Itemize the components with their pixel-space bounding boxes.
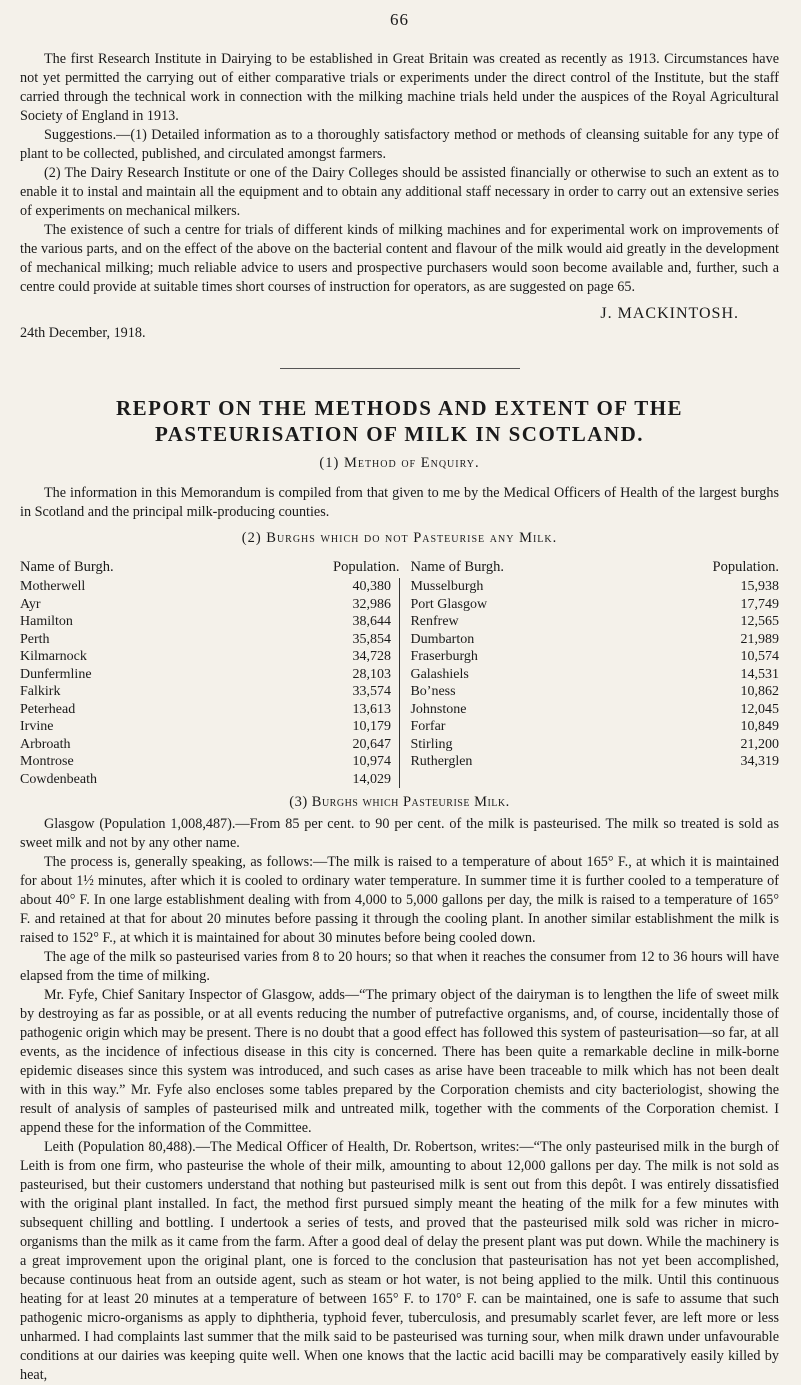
age-paragraph: The age of the milk so pasteurised varies from 8 to 20 hours; so that when it reaches the consumer from 12 to 36 hours will have elapsed from the time of milking. xyxy=(20,949,779,984)
burgh-population-right: 21,200 xyxy=(740,736,779,752)
burgh-population-right: 21,989 xyxy=(740,631,779,647)
burgh-name-right: Rutherglen xyxy=(410,754,473,769)
table-row xyxy=(20,596,779,614)
burgh-name-right: Johnstone xyxy=(410,701,467,717)
header-name-left: Name of Burgh. xyxy=(20,559,114,575)
burgh-population-left: 40,380 xyxy=(352,579,391,594)
burgh-name-right: Renfrew xyxy=(410,614,459,629)
burghs-table xyxy=(20,559,779,788)
table-row xyxy=(20,613,779,631)
burgh-name-left: Perth xyxy=(20,631,50,647)
column-divider xyxy=(399,736,410,754)
burgh-name-right xyxy=(410,771,675,789)
column-divider xyxy=(399,578,410,596)
burgh-population-left: 28,103 xyxy=(352,666,391,682)
table-row xyxy=(20,666,779,684)
burgh-name-left: Montrose xyxy=(20,754,74,769)
burgh-name-left: Dunfermline xyxy=(20,666,92,682)
column-divider xyxy=(399,631,410,649)
burgh-name-left: Cowdenbeath xyxy=(20,771,97,787)
section-1-text: The information in this Memorandum is compiled from that given to me by the Medical Officers of Health of the largest burghs in Scotland and the principal milk-producing counties. xyxy=(20,485,779,520)
burgh-population-right: 12,045 xyxy=(740,701,779,717)
signature: J. MACKINTOSH. xyxy=(600,305,739,322)
section-3-heading: (3) Burghs which Pasteurise Milk. xyxy=(289,794,510,810)
burgh-population-left: 10,179 xyxy=(352,719,391,734)
burgh-name-left: Peterhead xyxy=(20,701,76,717)
burgh-name-left: Ayr xyxy=(20,596,41,612)
intro-paragraph: The first Research Institute in Dairying to be established in Great Britain was created as recently as 1913. Circumstances have not yet permitted the carrying out of either comparative trials or experiments under the direct control of the Institute, but the staff carried through the technical work in connection with the milking machine trials held under the auspices of the Royal Agricultural Society of England in 1913. xyxy=(20,51,779,124)
column-divider xyxy=(399,701,410,719)
burgh-name-right: Port Glasgow xyxy=(410,596,488,612)
burgh-name-right: Bo’ness xyxy=(410,684,456,699)
column-divider xyxy=(399,753,410,771)
header-population-left: Population. xyxy=(333,559,400,575)
column-divider xyxy=(399,648,410,666)
burgh-name-left: Hamilton xyxy=(20,614,73,629)
table-row xyxy=(20,683,779,701)
process-paragraph: The process is, generally speaking, as follows:—The milk is raised to a temperature of about 165° F., at which it is maintained for about 1½ minutes, after which it is cooled to ordinary water temperature. In summer time it is further cooled to a temperature of about 40° F. In one large establishment dealing with from 4,000 to 5,000 gallons per day, the milk is raised to a temperature of 165° F. and retained at that for about 20 minutes before passing it through the cooling plant. In another similar establishment the milk is raised to 152° F., at which it is maintained for about 30 minutes before being cooled down. xyxy=(20,854,779,946)
date-line: 24th December, 1918. xyxy=(20,325,146,341)
suggestion-2-paragraph: (2) The Dairy Research Institute or one of the Dairy Colleges should be assisted financially or otherwise to such an extent as to enable it to instal and maintain all the equipment and to obtain any additional staff necessary in order to carry out an extensive series of experiments on mechanical milkers. xyxy=(20,165,779,219)
burgh-population-left: 32,986 xyxy=(352,596,391,612)
burgh-name-left: Motherwell xyxy=(20,579,86,594)
burgh-population-right: 14,531 xyxy=(740,666,779,682)
header-name-right: Name of Burgh. xyxy=(410,559,505,575)
centre-paragraph: The existence of such a centre for trials of different kinds of milking machines and for experimental work on improvements of the various parts, and on the effect of the above on the bacterial content and flavour of the milk would aid greatly in the development of mechanical milking; much reliable advice to users and prospective purchasers would soon become available and, further, such a centre could provide at suitable times short courses of instruction for operators, as are suggested on page 65. xyxy=(20,222,779,295)
burgh-population-right xyxy=(676,771,779,789)
header-divider xyxy=(399,559,410,578)
column-divider xyxy=(399,596,410,614)
section-divider xyxy=(280,368,520,369)
burgh-population-right: 10,849 xyxy=(740,719,779,734)
burgh-name-right: Stirling xyxy=(410,736,453,752)
table-row xyxy=(20,718,779,736)
table-row xyxy=(20,753,779,771)
header-population-right: Population. xyxy=(712,559,779,575)
burgh-population-left: 33,574 xyxy=(352,684,391,699)
table-row xyxy=(20,701,779,719)
burgh-name-right: Dumbarton xyxy=(410,631,475,647)
column-divider xyxy=(399,771,410,789)
table-row xyxy=(20,578,779,596)
burgh-population-left: 20,647 xyxy=(352,736,391,752)
page-number: 66 xyxy=(390,10,409,29)
burgh-population-left: 13,613 xyxy=(352,701,391,717)
suggestions-paragraph: Suggestions.—(1) Detailed information as to a thoroughly satisfactory method or methods of cleansing suitable for any type of plant to be collected, published, and circulated amongst farmers. xyxy=(20,127,779,162)
column-divider xyxy=(399,718,410,736)
table-row xyxy=(20,648,779,666)
burgh-population-left: 38,644 xyxy=(352,614,391,629)
burgh-population-right: 12,565 xyxy=(740,614,779,629)
leith-paragraph: Leith (Population 80,488).—The Medical Officer of Health, Dr. Robertson, writes:—“The only pasteurised milk in the burgh of Leith is from one firm, who pasteurise the whole of their milk, amounting to about 12,000 gallons per day. The milk is not sold as pasteurised, but their customers understand that nothing but pasteurised milk is sent out from this depôt. I was entirely dissatisfied with the original plant installed. In fact, the method first pursued simply meant the heating of the milk for a few minutes with subsequent chilling and bottling. I undertook a series of tests, and proved that the pasteurised milk sold was richer in micro-organisms than the milk as it came from the farm. After a good deal of delay the present plant was put down. While the machinery is a great improvement upon the original plant, one is forced to the conclusion that pasteurisation has not yet been accomplished, because continuous heat from an outside agent, such as steam or hot water, is not being applied to the milk. Until this continuous heating for at least 20 minutes at a temperature of between 165° F. to 170° F. can be maintained, one is safe to assume that such pathogenic micro-organisms as apply to diphtheria, typhoid fever, tuberculosis, and presumably scarlet fever, are left more or less unharmed. I had complaints last summer that the milk said to be pasteurised was turning sour, when milk drawn under unfavourable conditions at our dairies was keeping quite well. When one knows that the lactic acid bacilli may be comparatively easily killed by heat, xyxy=(20,1139,779,1383)
burgh-name-left: Irvine xyxy=(20,719,54,734)
burgh-name-right: Musselburgh xyxy=(410,579,484,594)
table-row xyxy=(20,631,779,649)
table-header-row xyxy=(20,559,779,578)
burgh-name-right: Galashiels xyxy=(410,666,469,682)
burgh-name-left: Kilmarnock xyxy=(20,649,87,664)
burgh-population-right: 34,319 xyxy=(740,754,779,769)
table-row xyxy=(20,736,779,754)
burgh-population-left: 35,854 xyxy=(352,631,391,647)
burgh-name-left: Falkirk xyxy=(20,684,61,699)
burgh-population-right: 10,574 xyxy=(740,649,779,664)
burgh-population-left: 14,029 xyxy=(352,771,391,787)
column-divider xyxy=(399,613,410,631)
table-row xyxy=(20,771,779,789)
burgh-population-right: 10,862 xyxy=(740,684,779,699)
burgh-population-left: 34,728 xyxy=(352,649,391,664)
burgh-population-left: 10,974 xyxy=(352,754,391,769)
section-1-heading: (1) Method of Enquiry. xyxy=(319,455,480,471)
burgh-population-right: 17,749 xyxy=(740,596,779,612)
column-divider xyxy=(399,683,410,701)
burgh-name-right: Fraserburgh xyxy=(410,649,478,664)
column-divider xyxy=(399,666,410,684)
burgh-name-left: Arbroath xyxy=(20,736,71,752)
section-2-heading: (2) Burghs which do not Pasteurise any Milk. xyxy=(241,530,558,546)
glasgow-paragraph: Glasgow (Population 1,008,487).—From 85 per cent. to 90 per cent. of the milk is pasteurised. The milk so treated is sold as sweet milk and not by any other name. xyxy=(20,816,779,851)
burgh-population-right: 15,938 xyxy=(740,579,779,594)
burghs-table-body xyxy=(20,578,779,788)
report-title-line-2: PASTEURISATION OF MILK IN SCOTLAND. xyxy=(154,422,645,446)
fyfe-paragraph: Mr. Fyfe, Chief Sanitary Inspector of Glasgow, adds—“The primary object of the dairyman is to lengthen the life of sweet milk by destroying as far as possible, or at all events reducing the number of putrefactive organisms, and, of course, incidentally those of pathogenic origin which may be present. There is no doubt that a good effect has followed this system of pasteurisation—so far, at all events, as the incidence of infectious disease in this city is concerned. There has been quite a remarkable decline in milk-borne epidemic diseases since this system was introduced, and such cases as arise have been traceable to milk which has not been dealt with in this way.” Mr. Fyfe also encloses some tables prepared by the Corporation chemists and city bacteriologist, showing the result of analysis of samples of pasteurised milk and untreated milk, together with the comments of the Corporation chemist. I append these for the information of the Committee. xyxy=(20,987,779,1136)
burgh-name-right: Forfar xyxy=(410,719,446,734)
report-title-line-1: REPORT ON THE METHODS AND EXTENT OF THE xyxy=(115,396,684,420)
